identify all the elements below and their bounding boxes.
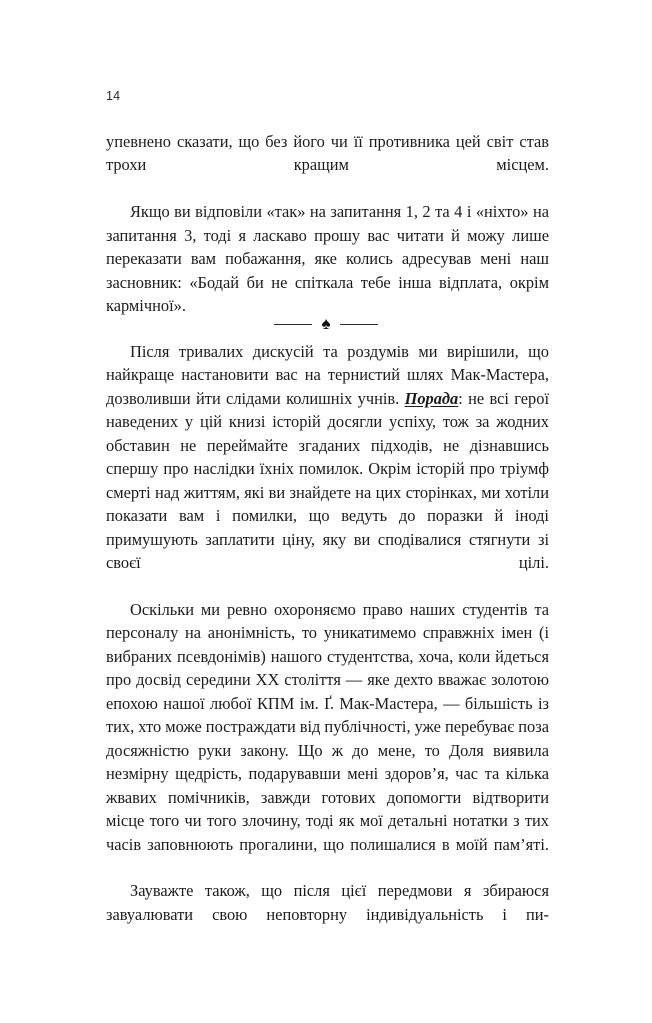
paragraph-anonymity: Оскільки ми ревно охороняємо право наших студентів та персоналу на анонімність, то уникатимемо справжніх імен (і вибраних псевдонімів) нашого студентства, хоча, коли йдеться про досвід середини XX століття — яке дехто вважає золотою епохою нашої любої КПМ ім. Ґ. Мак-Мастера, — більшість із тих, хто може постраждати від публічності, уже перебуває поза досяжністю руки закону. Що ж до мене, то Доля виявила незмірну щедрість, подарувавши мені здоров’я, час та кілька жвавих помічників, завжди готових допомогти відтворити місце того чи того злочину, тоді як мої детальні нотатки з тих часів заповнюють прогалини, що полишалися в моїй пам’яті. (106, 599, 549, 854)
paragraph-advice-lead: Після тривалих дискусій та роздумів ми вирішили, що найкраще настановити вас на тернистий шлях Мак-Мастера, дозволивши йти слідами колишніх учнів. (106, 342, 549, 408)
divider-rule-right (340, 324, 378, 325)
paragraph-advice (106, 340, 549, 598)
section-divider (0, 313, 652, 335)
paragraph-questionnaire-response: Якщо ви відповіли «так» на запитання 1, 2 та 4 і «ніхто» на запитання 3, тоді я ласкаво прошу вас читати й можу лише переказати вам побажання, яке колись адресував мені наш засновник: «Бодай би не спіткала тебе інша відплата, окрім кармічної». (106, 202, 549, 316)
body-text-block-lower (106, 340, 549, 950)
divider-rule-left (274, 324, 312, 325)
paragraph-closing: Зауважте також, що після цієї передмови я збираюся завуалювати свою неповторну індивідуальність і пи- (106, 881, 549, 924)
body-text-block (106, 130, 549, 341)
paragraph-advice-rest: : не всі герої наведених у цій книзі історій досягли успіху, тож за жодних обставин не переймайте згаданих підходів, не дізнавшись спершу про наслідки їхніх помилок. Окрім історій про тріумф смерті над життям, які ви знайдете на цих сторінках, ми хотіли показати вам і помилки, що ведуть до поразки й іноді примушують заплатити ціну, яку ви сподівалися стягнути зі своєї цілі. (106, 388, 550, 573)
advice-label: Порада (404, 388, 459, 408)
page-number: 14 (106, 89, 121, 103)
paragraph-opening-continuation: упевнено сказати, що без його чи її противника цей світ став трохи кращим місцем. (106, 132, 549, 175)
spade-icon: ♠ (321, 313, 331, 333)
